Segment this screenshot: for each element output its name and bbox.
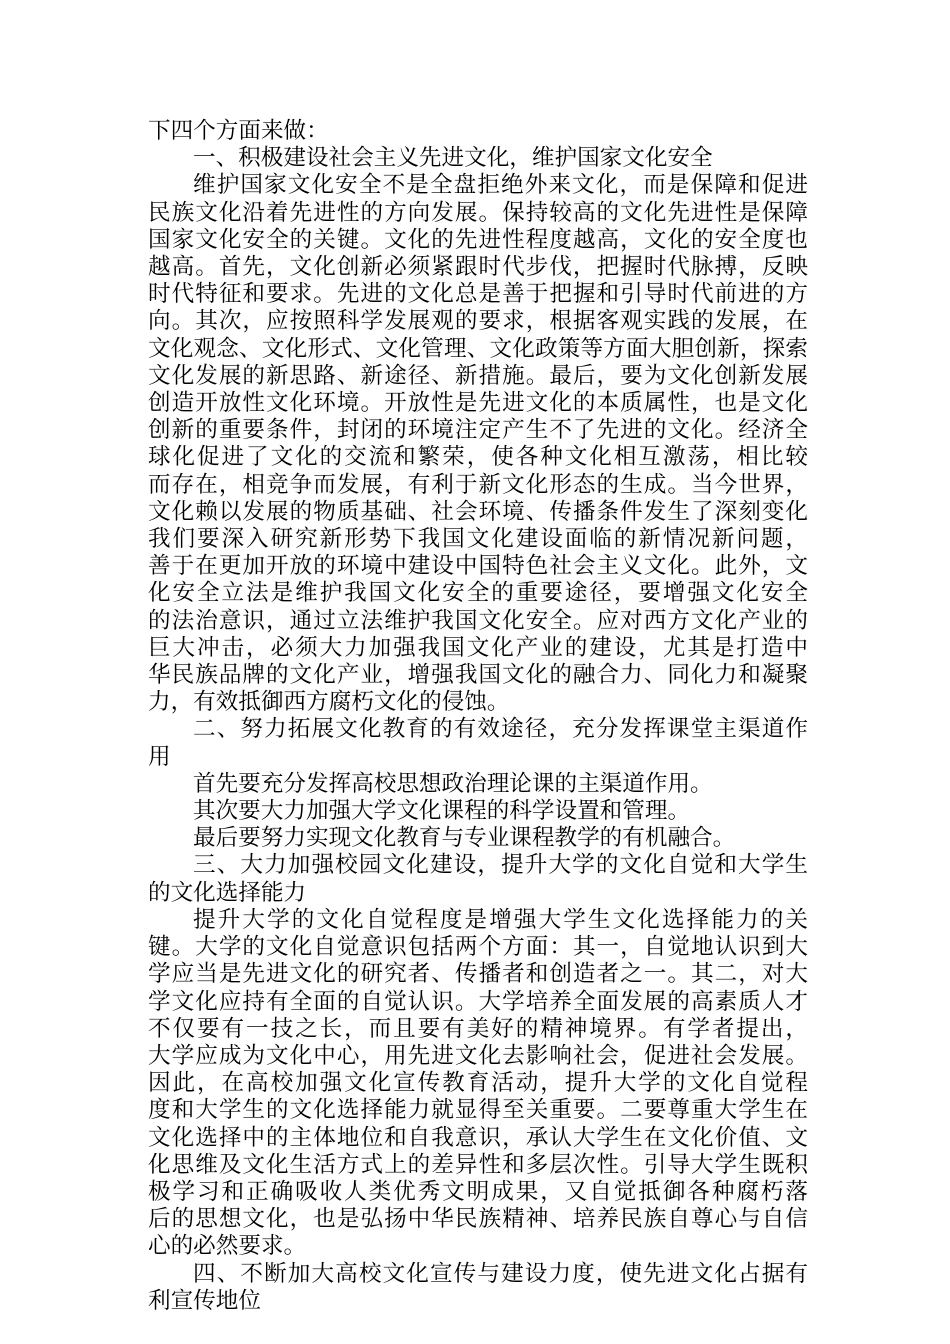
- text-line: 学应当是先进文化的研究者、传播者和创造者之一。其二，对大: [148, 961, 808, 988]
- text-line: 二、努力拓展文化教育的有效途径，充分发挥课堂主渠道作: [193, 716, 808, 743]
- text-line: 极学习和正确吸收人类优秀文明成果，又自觉抵御各种腐朽落: [148, 1178, 808, 1205]
- text-line: 首先要充分发挥高校思想政治理论课的主渠道作用。: [193, 770, 713, 797]
- text-line: 创造开放性文化环境。开放性是先进文化的本质属性，也是文化: [148, 390, 808, 417]
- text-line: 创新的重要条件，封闭的环境注定产生不了先进的文化。经济全: [148, 417, 808, 444]
- text-line: 下四个方面来做：: [148, 118, 329, 144]
- text-line: 华民族品牌的文化产业，增强我国文化的融合力、同化力和凝聚: [148, 662, 808, 689]
- text-line: 文化观念、文化形式、文化管理、文化政策等方面大胆创新，探索: [148, 335, 808, 362]
- text-line: 用: [148, 743, 171, 770]
- text-line: 球化促进了文化的交流和繁荣，使各种文化相互激荡，相比较: [148, 444, 808, 471]
- text-line: 利宣传地位: [148, 1287, 261, 1314]
- text-line: 一、积极建设社会主义先进文化，维护国家文化安全: [193, 145, 713, 172]
- text-line: 大学应成为文化中心，用先进文化去影响社会，促进社会发展。: [148, 1042, 808, 1069]
- text-line: 最后要努力实现文化教育与专业课程教学的有机融合。: [193, 825, 736, 852]
- text-line: 民族文化沿着先进性的方向发展。保持较高的文化先进性是保障: [148, 199, 808, 226]
- text-line: 越高。首先，文化创新必须紧跟时代步伐，把握时代脉搏，反映: [148, 254, 808, 281]
- text-line: 学文化应持有全面的自觉认识。大学培养全面发展的高素质人才: [148, 988, 808, 1015]
- text-line: 度和大学生的文化选择能力就显得至关重要。二要尊重大学生在: [148, 1097, 808, 1124]
- text-line: 不仅要有一技之长，而且要有美好的精神境界。有学者提出，: [148, 1015, 808, 1042]
- text-line: 文化选择中的主体地位和自我意识，承认大学生在文化价值、文: [148, 1124, 808, 1151]
- text-line: 力，有效抵御西方腐朽文化的侵蚀。: [148, 689, 510, 716]
- text-line: 四、不断加大高校文化宣传与建设力度，使先进文化占据有: [193, 1260, 808, 1287]
- text-line: 的法治意识，通过立法维护我国文化安全。应对西方文化产业的: [148, 607, 808, 634]
- text-line: 化思维及文化生活方式上的差异性和多层次性。引导大学生既积: [148, 1151, 808, 1178]
- text-line: 提升大学的文化自觉程度是增强大学生文化选择能力的关: [193, 906, 808, 933]
- text-line: 时代特征和要求。先进的文化总是善于把握和引导时代前进的方: [148, 281, 808, 308]
- text-line: 善于在更加开放的环境中建设中国特色社会主义文化。此外，文: [148, 553, 808, 580]
- text-line: 巨大冲击，必须大力加强我国文化产业的建设，尤其是打造中: [148, 634, 808, 661]
- text-line: 的文化选择能力: [148, 879, 307, 906]
- text-line: 心的必然要求。: [148, 1233, 307, 1260]
- text-line: 化安全立法是维护我国文化安全的重要途径，要增强文化安全: [148, 580, 808, 607]
- text-line: 向。其次，应按照科学发展观的要求，根据客观实践的发展，在: [148, 308, 808, 335]
- text-line: 其次要大力加强大学文化课程的科学设置和管理。: [193, 798, 691, 825]
- text-line: 我们要深入研究新形势下我国文化建设面临的新情况新问题，: [148, 526, 808, 553]
- text-line: 国家文化安全的关键。文化的先进性程度越高，文化的安全度也: [148, 226, 808, 253]
- text-line: 文化赖以发展的物质基础、社会环境、传播条件发生了深刻变化: [148, 498, 808, 525]
- text-line: 而存在，相竞争而发展，有利于新文化形态的生成。当今世界，: [148, 471, 808, 498]
- text-line: 后的思想文化，也是弘扬中华民族精神、培养民族自尊心与自信: [148, 1206, 808, 1233]
- text-line: 三、大力加强校园文化建设，提升大学的文化自觉和大学生: [193, 852, 808, 879]
- text-line: 键。大学的文化自觉意识包括两个方面：其一，自觉地认识到大: [148, 934, 808, 961]
- text-line: 维护国家文化安全不是全盘拒绝外来文化，而是保障和促进: [193, 172, 808, 199]
- text-line: 因此，在高校加强文化宣传教育活动，提升大学的文化自觉程: [148, 1070, 808, 1097]
- text-line: 文化发展的新思路、新途径、新措施。最后，要为文化创新发展: [148, 362, 808, 389]
